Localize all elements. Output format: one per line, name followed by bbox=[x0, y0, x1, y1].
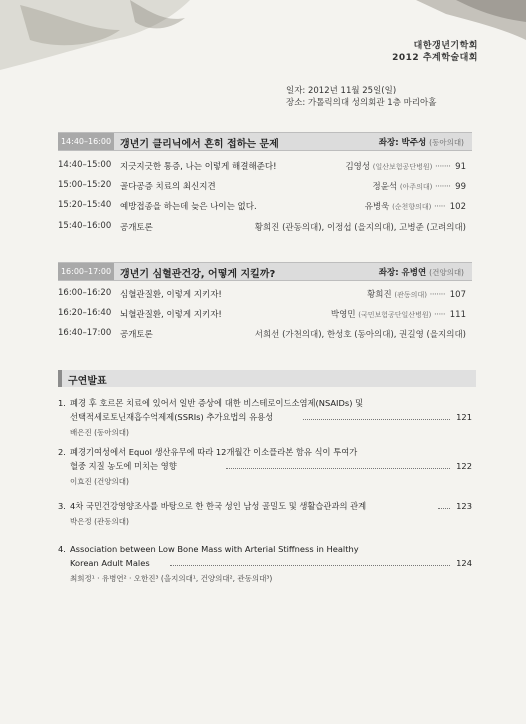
section-heading bbox=[58, 370, 476, 387]
page-number: 102 bbox=[449, 202, 466, 212]
row-time: 16:00–16:20 bbox=[58, 288, 112, 298]
abstract-item bbox=[58, 500, 472, 532]
page-number: 91 bbox=[455, 162, 466, 172]
row-topic: 지긋지긋한 통증, 나는 이렇게 해결해준다! bbox=[120, 162, 277, 172]
page-number: 124 bbox=[456, 558, 472, 568]
dot-leader bbox=[303, 411, 450, 420]
row-topic: 골다공증 치료의 최신지견 bbox=[120, 182, 216, 192]
row-time: 15:00–15:20 bbox=[58, 180, 112, 190]
row-topic: 심혈관질환, 이렇게 지키자! bbox=[120, 290, 222, 300]
session-time: 14:40–16:00 bbox=[58, 133, 114, 150]
schedule-row bbox=[58, 288, 472, 302]
row-speaker bbox=[255, 328, 466, 340]
row-speaker: 정윤석 (아주의대) ······· 99 bbox=[372, 182, 466, 192]
row-speaker: 황희진 (관동의대) ······· 107 bbox=[367, 290, 466, 300]
abstract-item bbox=[58, 446, 472, 490]
page-number: 111 bbox=[449, 310, 466, 320]
session-time: 16:00–17:00 bbox=[58, 263, 114, 280]
dot-leader bbox=[226, 460, 450, 469]
leaf-decoration bbox=[0, 0, 190, 70]
schedule-row bbox=[58, 328, 472, 342]
chair-affiliation: (건양의대) bbox=[429, 268, 464, 277]
dot-leader bbox=[438, 500, 450, 509]
speaker-affiliation: (아주의대) bbox=[399, 183, 433, 191]
row-time: 15:20–15:40 bbox=[58, 200, 112, 210]
abstract-title-line2: 선택적세로토닌재흡수억제제(SSRIs) 추가요법의 유용성 bbox=[70, 412, 274, 422]
abstract-number: 4. bbox=[58, 544, 66, 554]
session-header bbox=[58, 262, 472, 281]
row-speaker: 유병욱 (순천향의대) ····· 102 bbox=[364, 202, 466, 212]
session-title: 갱년기 클리닉에서 흔히 접하는 문제 bbox=[120, 139, 279, 150]
abstract-authors: 최희정¹ · 유병연² · 오한진³ (을지의대¹, 건양의대², 관동의대³) bbox=[70, 574, 273, 583]
speaker-name: 황희진 bbox=[367, 290, 392, 300]
chair-affiliation: (동아의대) bbox=[429, 138, 464, 147]
schedule-row bbox=[58, 180, 472, 194]
speaker-name: 박영민 bbox=[330, 310, 356, 320]
abstract-title-line1: 4차 국민건강영양조사를 바탕으로 한 한국 성인 남성 골밀도 및 생활습관과의 관계 bbox=[70, 501, 367, 511]
schedule-row bbox=[58, 308, 472, 322]
section-heading-text: 구연발표 bbox=[68, 376, 107, 387]
abstract-title-line2: Korean Adult Males bbox=[70, 558, 150, 568]
speaker-affiliation: (일산보험공단병원) bbox=[372, 163, 433, 171]
abstract-title-line1: Association between Low Bone Mass with Arterial Stiffness in Healthy bbox=[70, 544, 359, 554]
schedule-row bbox=[58, 200, 472, 214]
abstract-item bbox=[58, 397, 472, 441]
abstract-authors: 이효진 (건양의대) bbox=[70, 477, 129, 486]
row-speaker: 박영민 (국민보험공단일산병원) ····· 111 bbox=[330, 310, 466, 320]
abstract-authors: 배은진 (동아의대) bbox=[70, 428, 129, 437]
abstract-number: 3. bbox=[58, 501, 66, 511]
abstract-title-line2: 혈중 지질 농도에 미치는 영향 bbox=[70, 461, 177, 471]
row-topic: 뇌혈관질환, 이렇게 지키자! bbox=[120, 310, 222, 320]
page-number: 121 bbox=[456, 412, 472, 422]
row-time: 15:40–16:00 bbox=[58, 221, 112, 231]
session-chair bbox=[379, 266, 464, 278]
chair-name: 좌장: 유병연 bbox=[378, 268, 427, 278]
session-title: 갱년기 심혈관건강, 어떻게 지킬까? bbox=[120, 269, 276, 280]
row-speaker bbox=[255, 221, 466, 233]
chair-name: 좌장: 박주성 bbox=[378, 138, 427, 148]
page-number: 123 bbox=[456, 501, 472, 511]
abstract-title-line1: 폐경 후 호르몬 치료에 있어서 일반 증상에 대한 비스테로이드소염제(NSAIDs) 및 bbox=[70, 398, 364, 408]
speaker-name: 유병욱 bbox=[364, 202, 390, 212]
organization-name: 대한갱년기학회 bbox=[413, 41, 478, 51]
speaker-affiliation: (국민보험공단일산병원) bbox=[358, 311, 432, 319]
row-topic: 예방접종을 하는데 늦은 나이는 없다. bbox=[120, 202, 257, 212]
speaker-affiliation: (순천향의대) bbox=[392, 203, 432, 211]
abstract-number: 2. bbox=[58, 447, 66, 457]
speaker-name: 김영성 bbox=[345, 162, 371, 172]
abstract-item bbox=[58, 543, 472, 587]
schedule-row bbox=[58, 160, 472, 174]
leaf-decoration bbox=[416, 0, 526, 40]
row-time: 16:20–16:40 bbox=[58, 308, 112, 318]
event-name: 2012 추계학술대회 bbox=[392, 53, 478, 63]
abstract-authors: 박은정 (관동의대) bbox=[70, 517, 129, 526]
session-chair bbox=[379, 136, 464, 148]
panel-members: 서희선 (가천의대), 한성호 (동아의대), 권길영 (을지의대) bbox=[254, 330, 466, 340]
schedule-row bbox=[58, 221, 472, 235]
speaker-affiliation: (관동의대) bbox=[394, 291, 427, 299]
abstract-number: 1. bbox=[58, 398, 66, 408]
speaker-name: 정윤석 bbox=[372, 182, 398, 192]
event-venue: 장소: 가톨릭의대 성의회관 1층 마리아홀 bbox=[286, 98, 437, 108]
panel-members: 황희진 (관동의대), 이정섭 (을지의대), 고병준 (고려의대) bbox=[254, 223, 466, 233]
dot-leader bbox=[170, 557, 450, 566]
session-header bbox=[58, 132, 472, 151]
row-topic: 공개토론 bbox=[120, 223, 153, 233]
event-date: 일자: 2012년 11월 25일(일) bbox=[286, 86, 397, 96]
row-speaker: 김영성 (일산보험공단병원) ······· 91 bbox=[345, 162, 466, 172]
page-number: 107 bbox=[449, 290, 466, 300]
page-number: 99 bbox=[455, 182, 466, 192]
abstract-title-line1: 폐경기여성에서 Equol 생산유무에 따라 12개월간 이소플라본 함유 식이 투여가 bbox=[70, 447, 358, 457]
row-topic: 공개토론 bbox=[120, 330, 153, 340]
row-time: 16:40–17:00 bbox=[58, 328, 112, 338]
page-number: 122 bbox=[456, 461, 472, 471]
row-time: 14:40–15:00 bbox=[58, 160, 112, 170]
